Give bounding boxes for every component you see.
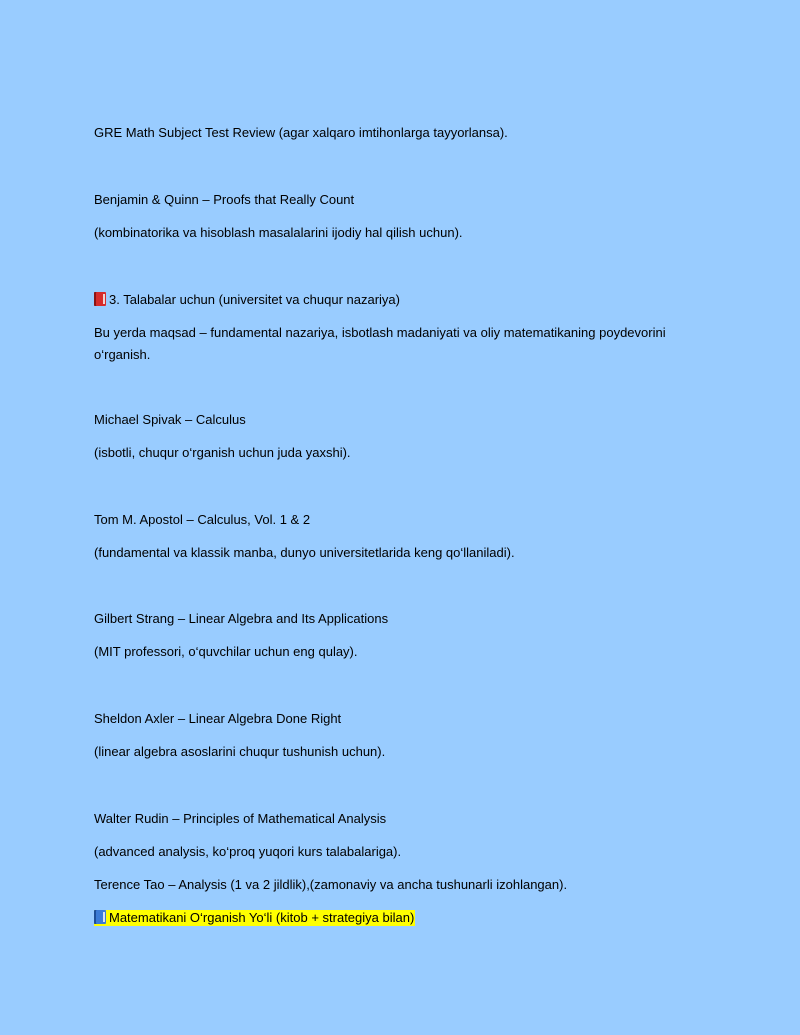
text-spivak: Michael Spivak – Calculus: [94, 412, 246, 427]
text-axler-note: (linear algebra asoslarini chuqur tushunish uchun).: [94, 744, 386, 759]
section-heading-students: [94, 289, 694, 311]
blue-book-icon: [94, 910, 106, 924]
highlighted-heading: [94, 910, 415, 926]
red-book-icon: [94, 292, 106, 306]
heading-learning-path: [94, 907, 694, 929]
text-axler: Sheldon Axler – Linear Algebra Done Right: [94, 711, 342, 726]
text-benjamin-quinn-note: (kombinatorika va hisoblash masalalarini ijodiy hal qilish uchun).: [94, 225, 463, 240]
text-rudin: Walter Rudin – Principles of Mathematical Analysis: [94, 811, 387, 826]
text-apostol-note: (fundamental va klassik manba, dunyo universitetlarida keng qo‘llaniladi).: [94, 545, 515, 560]
text-purpose: Bu yerda maqsad – fundamental nazariya, isbotlash madaniyati va oliy matematikaning poydevorini o‘rganish.: [94, 325, 666, 362]
learning-path-text: Matematikani O‘rganish Yo‘li (kitob + strategiya bilan): [109, 910, 415, 925]
text-benjamin-quinn: Benjamin & Quinn – Proofs that Really Count: [94, 192, 355, 207]
text-apostol: Tom M. Apostol – Calculus, Vol. 1 & 2: [94, 512, 311, 527]
text-gre-review: GRE Math Subject Test Review (agar xalqaro imtihonlarga tayyorlansa).: [94, 125, 508, 140]
section-heading-text: 3. Talabalar uchun (universitet va chuqur nazariya): [109, 292, 400, 307]
text-strang: Gilbert Strang – Linear Algebra and Its Applications: [94, 611, 389, 626]
text-rudin-note: (advanced analysis, ko‘proq yuqori kurs talabalariga).: [94, 844, 402, 859]
text-tao: Terence Tao – Analysis (1 va 2 jildlik),(zamonaviy va ancha tushunarli izohlangan).: [94, 877, 568, 892]
text-spivak-note: (isbotli, chuqur o‘rganish uchun juda yaxshi).: [94, 445, 351, 460]
text-strang-note: (MIT professori, o‘quvchilar uchun eng qulay).: [94, 644, 358, 659]
